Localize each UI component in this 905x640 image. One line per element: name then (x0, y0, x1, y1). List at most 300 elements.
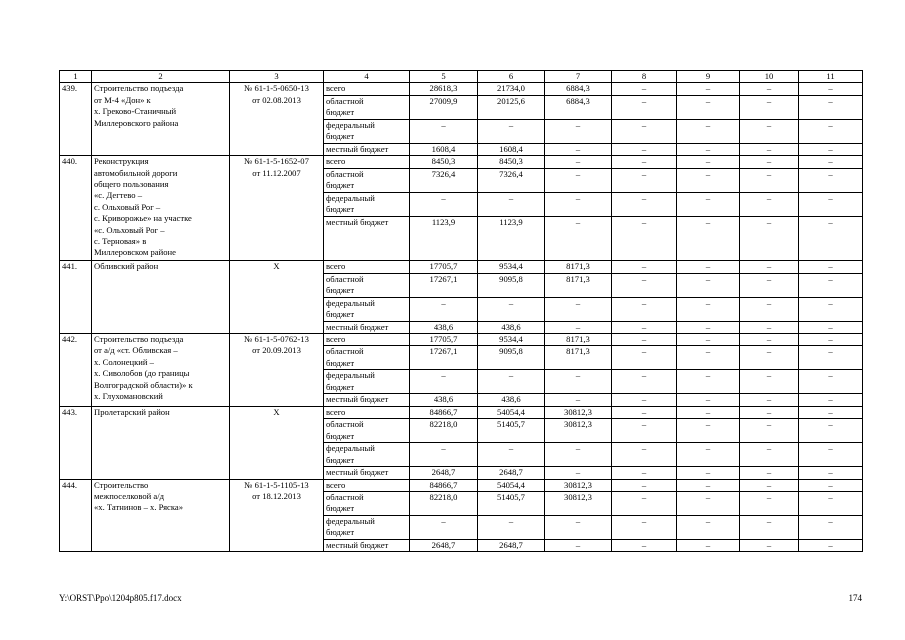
column-number-header: 6 (478, 71, 545, 83)
amount-cell: – (545, 443, 612, 467)
amount-cell: 51405,7 (478, 492, 545, 516)
document-reference-line: Х (273, 406, 280, 417)
funding-source (324, 168, 410, 192)
funding-source-line: бюджет (326, 527, 355, 538)
amount-cell: 2648,7 (478, 467, 545, 479)
amount-cell: – (410, 516, 478, 540)
funding-source-line: местный бюджет (326, 540, 389, 551)
funding-source (324, 406, 410, 418)
amount-cell: 8171,3 (545, 261, 612, 273)
object-name-line: Строительство (94, 479, 149, 490)
object-name-line: межпоселковой а/д (94, 491, 164, 502)
funding-source-line: всего (326, 261, 346, 272)
amount-cell: – (740, 273, 799, 297)
amount-cell: – (799, 443, 863, 467)
amount-cell: 20125,6 (478, 95, 545, 119)
funding-source (324, 216, 410, 261)
amount-cell: – (478, 192, 545, 216)
amount-cell: – (740, 394, 799, 406)
amount-cell: 2648,7 (478, 540, 545, 552)
amount-cell: 82218,0 (410, 492, 478, 516)
amount-cell: – (740, 467, 799, 479)
amount-cell: – (677, 540, 740, 552)
amount-cell: 7326,4 (410, 168, 478, 192)
amount-cell: – (740, 83, 799, 95)
funding-source (324, 540, 410, 552)
amount-cell: – (799, 119, 863, 143)
funding-source (324, 467, 410, 479)
funding-source (324, 516, 410, 540)
amount-cell: – (740, 216, 799, 261)
amount-cell: – (410, 370, 478, 394)
amount-cell: – (677, 83, 740, 95)
amount-cell: – (740, 156, 799, 168)
amount-cell: – (612, 467, 677, 479)
amount-cell: – (799, 321, 863, 333)
budget-row (60, 479, 863, 491)
amount-cell: – (677, 143, 740, 155)
amount-cell: – (740, 297, 799, 321)
amount-cell: 17705,7 (410, 334, 478, 346)
amount-cell: – (478, 516, 545, 540)
amount-cell: – (612, 297, 677, 321)
amount-cell: – (799, 419, 863, 443)
amount-cell: – (799, 406, 863, 418)
funding-source-line: бюджет (326, 430, 355, 441)
amount-cell: – (799, 216, 863, 261)
amount-cell: 1123,9 (410, 216, 478, 261)
amount-cell: – (740, 119, 799, 143)
amount-cell: – (410, 443, 478, 467)
funding-source (324, 346, 410, 370)
amount-cell: – (612, 406, 677, 418)
amount-cell: 438,6 (410, 321, 478, 333)
column-number-header: 2 (92, 71, 230, 83)
amount-cell: – (799, 492, 863, 516)
funding-source (324, 370, 410, 394)
amount-cell: – (740, 492, 799, 516)
funding-source (324, 321, 410, 333)
object-name (92, 83, 230, 156)
header-row (60, 71, 863, 83)
funding-source-line: местный бюджет (326, 467, 389, 478)
funding-source-line: федеральный (326, 516, 375, 527)
amount-cell: 27009,9 (410, 95, 478, 119)
amount-cell: – (799, 156, 863, 168)
object-name-line: х. Греково-Станичный (94, 106, 177, 117)
amount-cell: – (677, 443, 740, 467)
funding-source-line: областной (326, 95, 364, 106)
amount-cell: – (677, 156, 740, 168)
funding-source (324, 192, 410, 216)
funding-source-line: федеральный (326, 297, 375, 308)
object-name-line: с. Криворожье» на участке (94, 213, 192, 224)
amount-cell: – (545, 516, 612, 540)
funding-source-line: местный бюджет (326, 143, 389, 154)
amount-cell: 9095,8 (478, 273, 545, 297)
funding-source-line: бюджет (326, 381, 355, 392)
document-reference (230, 156, 324, 261)
amount-cell: – (410, 119, 478, 143)
object-name-line: «с. Ольховый Рог – (94, 224, 165, 235)
amount-cell: – (612, 83, 677, 95)
amount-cell: – (612, 321, 677, 333)
funding-source (324, 119, 410, 143)
amount-cell: – (612, 216, 677, 261)
funding-source-line: бюджет (326, 107, 355, 118)
item-number: 440. (60, 156, 92, 261)
budget-row (60, 83, 863, 95)
amount-cell: – (740, 479, 799, 491)
amount-cell: – (799, 143, 863, 155)
amount-cell: – (612, 443, 677, 467)
amount-cell: – (612, 119, 677, 143)
funding-source (324, 334, 410, 346)
amount-cell: 17267,1 (410, 346, 478, 370)
funding-source-line: всего (326, 156, 346, 167)
budget-row (60, 334, 863, 346)
amount-cell: – (740, 168, 799, 192)
amount-cell: – (799, 370, 863, 394)
object-name-line: Реконструкция (94, 156, 149, 167)
amount-cell: 8171,3 (545, 334, 612, 346)
amount-cell: 21734,0 (478, 83, 545, 95)
amount-cell: – (545, 143, 612, 155)
amount-cell: – (799, 95, 863, 119)
budget-row (60, 261, 863, 273)
document-reference-line: от 02.08.2013 (252, 94, 301, 105)
document-reference (230, 334, 324, 407)
amount-cell: – (677, 516, 740, 540)
amount-cell: – (612, 492, 677, 516)
object-name-line: общего пользования (94, 179, 169, 190)
budget-row (60, 156, 863, 168)
amount-cell: – (545, 156, 612, 168)
amount-cell: – (612, 95, 677, 119)
object-name-line: «с. Дегтево – (94, 190, 143, 201)
amount-cell: 84866,7 (410, 406, 478, 418)
amount-cell: 9095,8 (478, 346, 545, 370)
document-reference-line: от 11.12.2007 (252, 167, 301, 178)
funding-source-line: бюджет (326, 309, 355, 320)
funding-source-line: местный бюджет (326, 321, 389, 332)
amount-cell: – (799, 479, 863, 491)
amount-cell: – (799, 192, 863, 216)
funding-source (324, 261, 410, 273)
amount-cell: – (740, 516, 799, 540)
amount-cell: 1608,4 (410, 143, 478, 155)
column-number-header: 7 (545, 71, 612, 83)
amount-cell: 6884,3 (545, 95, 612, 119)
item-number: 439. (60, 83, 92, 156)
funding-source-line: федеральный (326, 443, 375, 454)
amount-cell: – (740, 143, 799, 155)
object-name-line: автомобильной дороги (94, 167, 178, 178)
amount-cell: – (677, 346, 740, 370)
amount-cell: 8171,3 (545, 346, 612, 370)
funding-source (324, 143, 410, 155)
object-name (92, 334, 230, 407)
object-name-line: с. Терновая» в (94, 236, 147, 247)
amount-cell: – (677, 273, 740, 297)
funding-source-line: бюджет (326, 357, 355, 368)
object-name-line: Миллеровского района (94, 117, 179, 128)
amount-cell: – (799, 346, 863, 370)
funding-source-line: бюджет (326, 454, 355, 465)
amount-cell: – (478, 370, 545, 394)
amount-cell: – (612, 273, 677, 297)
column-number-header: 3 (230, 71, 324, 83)
document-reference-line: № 61-1-5-0762-13 (244, 334, 309, 345)
amount-cell: – (545, 370, 612, 394)
funding-source (324, 273, 410, 297)
funding-source-line: всего (326, 334, 346, 345)
footer-page-number: 174 (848, 593, 862, 603)
amount-cell: – (677, 321, 740, 333)
amount-cell: 7326,4 (478, 168, 545, 192)
funding-source (324, 156, 410, 168)
amount-cell: – (740, 95, 799, 119)
amount-cell: – (410, 192, 478, 216)
amount-cell: – (677, 216, 740, 261)
budget-row (60, 406, 863, 418)
object-name-line: х. Солонецкий – (94, 356, 154, 367)
object-name (92, 261, 230, 334)
amount-cell: – (612, 334, 677, 346)
amount-cell: – (612, 261, 677, 273)
amount-cell: – (612, 143, 677, 155)
amount-cell: 84866,7 (410, 479, 478, 491)
document-reference (230, 261, 324, 334)
funding-source (324, 95, 410, 119)
amount-cell: – (545, 119, 612, 143)
funding-source-line: федеральный (326, 192, 375, 203)
amount-cell: – (799, 83, 863, 95)
document-reference-line: № 61-1-5-1652-07 (244, 156, 309, 167)
amount-cell: – (612, 419, 677, 443)
amount-cell: – (740, 192, 799, 216)
amount-cell: – (545, 540, 612, 552)
column-number-header: 8 (612, 71, 677, 83)
amount-cell: – (612, 192, 677, 216)
amount-cell: 30812,3 (545, 479, 612, 491)
amount-cell: – (740, 334, 799, 346)
document-reference-line: от 18.12.2013 (252, 491, 301, 502)
amount-cell: – (478, 443, 545, 467)
amount-cell: – (799, 168, 863, 192)
amount-cell: – (612, 346, 677, 370)
footer-file-path: Y:\ORST\Ppo\1204p805.f17.docx (59, 593, 182, 603)
amount-cell: – (677, 119, 740, 143)
amount-cell: 28618,3 (410, 83, 478, 95)
amount-cell: – (677, 95, 740, 119)
amount-cell: – (545, 467, 612, 479)
amount-cell: 8450,3 (410, 156, 478, 168)
column-number-header: 5 (410, 71, 478, 83)
amount-cell: – (677, 467, 740, 479)
amount-cell: – (545, 321, 612, 333)
column-number-header: 11 (799, 71, 863, 83)
object-name-line: с. Ольховый Рог – (94, 201, 161, 212)
column-number-header: 9 (677, 71, 740, 83)
amount-cell: – (740, 370, 799, 394)
amount-cell: 9534,4 (478, 261, 545, 273)
object-name (92, 406, 230, 479)
amount-cell: – (545, 394, 612, 406)
amount-cell: 82218,0 (410, 419, 478, 443)
amount-cell: – (410, 297, 478, 321)
amount-cell: – (612, 394, 677, 406)
amount-cell: 2648,7 (410, 540, 478, 552)
amount-cell: – (677, 192, 740, 216)
funding-source-line: бюджет (326, 180, 355, 191)
funding-source (324, 297, 410, 321)
amount-cell: 6884,3 (545, 83, 612, 95)
amount-cell: – (545, 192, 612, 216)
column-number-header: 4 (324, 71, 410, 83)
object-name-line: Миллеровском районе (94, 247, 176, 258)
amount-cell: – (612, 540, 677, 552)
funding-source-line: федеральный (326, 119, 375, 130)
amount-cell: 30812,3 (545, 419, 612, 443)
amount-cell: – (740, 346, 799, 370)
object-name-line: Пролетарский район (94, 406, 170, 417)
amount-cell: 51405,7 (478, 419, 545, 443)
object-name (92, 156, 230, 261)
funding-source (324, 394, 410, 406)
amount-cell: – (478, 297, 545, 321)
amount-cell: – (545, 168, 612, 192)
amount-cell: – (677, 370, 740, 394)
funding-source (324, 443, 410, 467)
document-reference-line: от 20.09.2013 (252, 345, 301, 356)
amount-cell: 438,6 (478, 394, 545, 406)
amount-cell: – (545, 216, 612, 261)
document-reference (230, 479, 324, 552)
funding-source (324, 419, 410, 443)
amount-cell: – (740, 321, 799, 333)
object-name-line: Строительство подъезда (94, 334, 184, 345)
amount-cell: – (677, 168, 740, 192)
funding-source-line: федеральный (326, 370, 375, 381)
funding-source-line: местный бюджет (326, 394, 389, 405)
funding-source-line: бюджет (326, 131, 355, 142)
item-number: 444. (60, 479, 92, 552)
amount-cell: – (478, 119, 545, 143)
amount-cell: – (677, 492, 740, 516)
document-reference-line: № 61-1-5-0650-13 (244, 83, 309, 94)
item-number: 443. (60, 406, 92, 479)
object-name-line: от М-4 «Дон» к (94, 94, 151, 105)
amount-cell: – (799, 261, 863, 273)
object-name (92, 479, 230, 552)
amount-cell: – (677, 479, 740, 491)
amount-cell: – (799, 467, 863, 479)
object-name-line: х. Глухомановский (94, 391, 163, 402)
amount-cell: – (612, 516, 677, 540)
amount-cell: 438,6 (478, 321, 545, 333)
amount-cell: 1608,4 (478, 143, 545, 155)
document-reference-line: Х (273, 261, 280, 272)
amount-cell: – (740, 443, 799, 467)
amount-cell: – (612, 168, 677, 192)
amount-cell: – (799, 297, 863, 321)
amount-cell: – (545, 297, 612, 321)
object-name-line: Строительство подъезда (94, 83, 184, 94)
funding-source-line: областной (326, 273, 364, 284)
object-name-line: Обливский район (94, 261, 159, 272)
funding-source (324, 492, 410, 516)
funding-source-line: местный бюджет (326, 216, 389, 227)
funding-source-line: областной (326, 419, 364, 430)
amount-cell: 54054,4 (478, 406, 545, 418)
amount-cell: 54054,4 (478, 479, 545, 491)
funding-source-line: всего (326, 479, 346, 490)
funding-source (324, 83, 410, 95)
amount-cell: – (799, 540, 863, 552)
funding-source-line: всего (326, 406, 346, 417)
amount-cell: 30812,3 (545, 406, 612, 418)
funding-source-line: всего (326, 83, 346, 94)
document-reference (230, 83, 324, 156)
amount-cell: – (677, 297, 740, 321)
funding-source-line: областной (326, 492, 364, 503)
amount-cell: – (740, 406, 799, 418)
amount-cell: – (612, 370, 677, 394)
object-name-line: х. Сиволобов (до границы (94, 368, 190, 379)
amount-cell: 8450,3 (478, 156, 545, 168)
amount-cell: – (612, 479, 677, 491)
object-name-line: «х. Татнинов – х. Ряска» (94, 502, 183, 513)
budget-table (59, 70, 863, 552)
funding-source-line: областной (326, 168, 364, 179)
amount-cell: – (799, 516, 863, 540)
amount-cell: – (799, 394, 863, 406)
amount-cell: 1123,9 (478, 216, 545, 261)
column-number-header: 10 (740, 71, 799, 83)
object-name-line: Волгоградской области)» к (94, 379, 193, 390)
amount-cell: – (677, 419, 740, 443)
column-number-header: 1 (60, 71, 92, 83)
document-reference-line: № 61-1-5-1105-13 (244, 479, 309, 490)
amount-cell: 30812,3 (545, 492, 612, 516)
amount-cell: 2648,7 (410, 467, 478, 479)
amount-cell: 8171,3 (545, 273, 612, 297)
object-name-line: от а/д «ст. Обливская – (94, 345, 178, 356)
amount-cell: 9534,4 (478, 334, 545, 346)
amount-cell: – (677, 261, 740, 273)
funding-source-line: бюджет (326, 285, 355, 296)
amount-cell: – (740, 261, 799, 273)
amount-cell: – (799, 273, 863, 297)
amount-cell: – (612, 156, 677, 168)
amount-cell: 438,6 (410, 394, 478, 406)
funding-source-line: областной (326, 346, 364, 357)
amount-cell: – (740, 419, 799, 443)
item-number: 442. (60, 334, 92, 407)
document-reference (230, 406, 324, 479)
amount-cell: 17705,7 (410, 261, 478, 273)
funding-source-line: бюджет (326, 503, 355, 514)
amount-cell: 17267,1 (410, 273, 478, 297)
item-number: 441. (60, 261, 92, 334)
amount-cell: – (799, 334, 863, 346)
funding-source (324, 479, 410, 491)
funding-source-line: бюджет (326, 204, 355, 215)
amount-cell: – (677, 394, 740, 406)
amount-cell: – (740, 540, 799, 552)
amount-cell: – (677, 334, 740, 346)
